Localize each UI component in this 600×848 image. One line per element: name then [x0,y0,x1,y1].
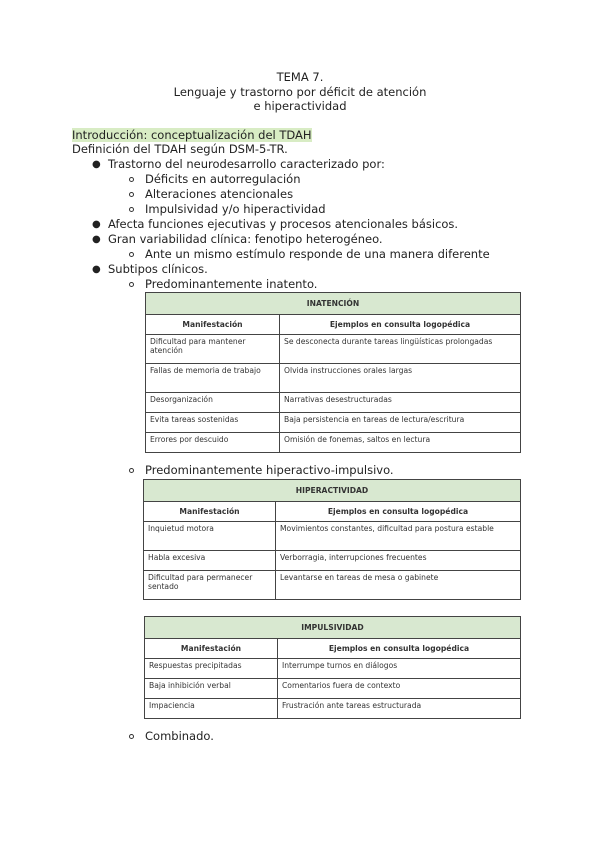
table-cell: Se desconecta durante tareas lingüísticas prolongadas [280,335,521,364]
table-caption: HIPERACTIVIDAD [144,480,521,502]
definition-text: Definición del TDAH según DSM-5-TR. [72,142,288,156]
table-caption: IMPULSIVIDAD [145,617,521,639]
bullet-dot-icon: ● [92,234,101,245]
table-cell: Habla excesiva [144,551,276,571]
table-row [146,393,521,413]
circle-bullet-icon [129,192,134,197]
subtype-hiperactivo: Predominantemente hiperactivo-impulsivo. [145,463,394,477]
sub-item: Alteraciones atencionales [145,187,294,201]
table-row [145,699,521,719]
table-cell: Olvida instrucciones orales largas [280,364,521,393]
table-inatencion [145,292,521,453]
table-row [145,679,521,699]
section-heading [72,128,312,143]
table-cell: Frustración ante tareas estructurada [278,699,521,719]
table-cell: Dificultad para mantener atención [146,335,280,364]
table-hiperactividad [143,479,521,600]
table-cell: Fallas de memoria de trabajo [146,364,280,393]
circle-bullet-icon [129,734,134,739]
bullet-item-1: Trastorno del neurodesarrollo caracterizado por: [108,157,385,171]
table-cell: Respuestas precipitadas [145,659,278,679]
table-row [144,571,521,600]
table-cell: Comentarios fuera de contexto [278,679,521,699]
table-caption: INATENCIÓN [146,293,521,315]
sub-item: Ante un mismo estímulo responde de una manera diferente [145,247,490,261]
column-header: Manifestación [144,502,276,522]
bullet-item-4: Subtipos clínicos. [108,262,208,276]
table-cell: Impaciencia [145,699,278,719]
bullet-dot-icon: ● [92,159,101,170]
circle-bullet-icon [129,177,134,182]
circle-bullet-icon [129,207,134,212]
table-row [145,659,521,679]
sub-item: Impulsividad y/o hiperactividad [145,202,326,216]
table-cell: Movimientos constantes, dificultad para postura estable [276,522,521,551]
sub-item: Déficits en autorregulación [145,172,301,186]
table-cell: Omisión de fonemas, saltos en lectura [280,433,521,453]
table-cell: Baja persistencia en tareas de lectura/escritura [280,413,521,433]
circle-bullet-icon [129,282,134,287]
table-cell: Evita tareas sostenidas [146,413,280,433]
subtype-combinado: Combinado. [145,729,214,743]
table-row [146,433,521,453]
bullet-item-3: Gran variabilidad clínica: fenotipo heterogéneo. [108,232,383,246]
column-header: Ejemplos en consulta logopédica [278,639,521,659]
table-cell: Interrumpe turnos en diálogos [278,659,521,679]
page-title-line1: TEMA 7. [276,70,324,84]
table-cell: Errores por descuido [146,433,280,453]
column-header: Ejemplos en consulta logopédica [280,315,521,335]
table-row [146,335,521,364]
section-heading-text: Introducción: conceptualización del TDAH [72,128,312,142]
page-title-line2: Lenguaje y trastorno por déficit de atención [173,85,427,99]
table-cell: Desorganización [146,393,280,413]
table-impulsividad [144,616,521,719]
table-cell: Narrativas desestructuradas [280,393,521,413]
column-header: Ejemplos en consulta logopédica [276,502,521,522]
subtype-inatento: Predominantemente inatento. [145,277,318,291]
table-cell: Verborragia, interrupciones frecuentes [276,551,521,571]
bullet-dot-icon: ● [92,264,101,275]
table-cell: Levantarse en tareas de mesa o gabinete [276,571,521,600]
table-row [144,551,521,571]
circle-bullet-icon [129,468,134,473]
circle-bullet-icon [129,252,134,257]
table-cell: Dificultad para permanecer sentado [144,571,276,600]
column-header: Manifestación [146,315,280,335]
column-header: Manifestación [145,639,278,659]
page-title-line3: e hiperactividad [253,99,347,113]
bullet-dot-icon: ● [92,219,101,230]
table-cell: Inquietud motora [144,522,276,551]
bullet-item-2: Afecta funciones ejecutivas y procesos atencionales básicos. [108,217,459,231]
table-row [144,522,521,551]
table-cell: Baja inhibición verbal [145,679,278,699]
table-row [146,413,521,433]
table-row [146,364,521,393]
